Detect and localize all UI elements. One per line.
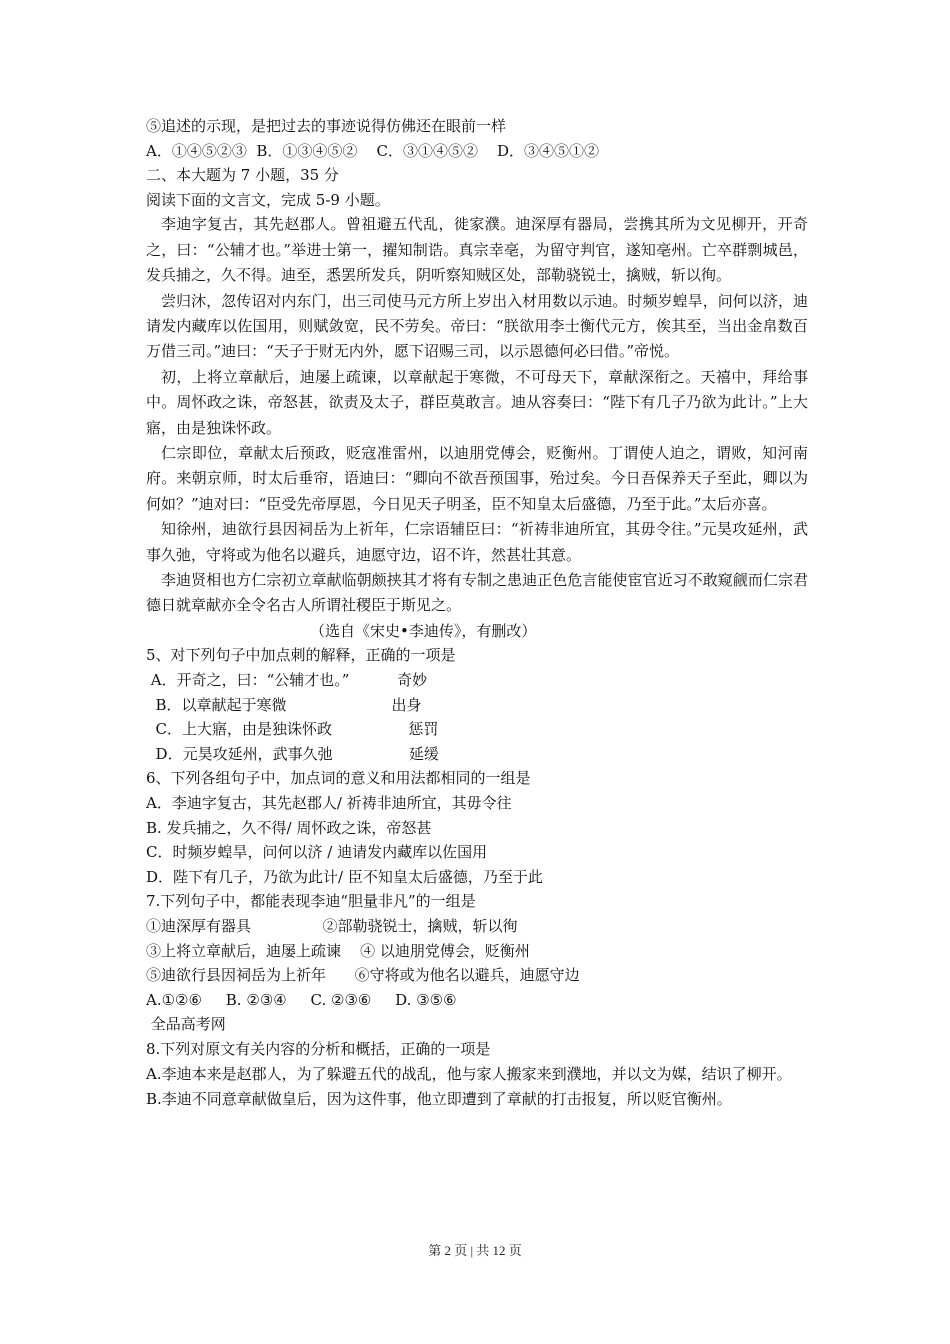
answer-options: A.①②⑥ B. ②③④ C. ②③⑥ D. ③⑤⑥ <box>146 990 457 1009</box>
page-footer <box>0 1240 950 1259</box>
passage-paragraph: 尝归沐，忽传诏对内东门，出三司使马元方所上岁出入材用数以示迪。时频岁蝗旱，问何以济，迪请发内藏库以佐国用，则赋敛宽，民不劳矣。帝曰：“朕欲用李士衡代元方，俟其至，当出金帛数百万借三司。”迪曰：“天子于财无内外，愿下诏赐三司，以示恩德何必曰借。”帝悦。 <box>146 291 808 361</box>
passage-source: （选自《宋史•李迪传》，有删改） <box>310 621 537 640</box>
question-option: B. 发兵捕之，久不得/ 周怀政之诛，帝怒甚 <box>146 818 432 837</box>
question-option <box>146 742 808 767</box>
question-6 <box>146 766 808 889</box>
spacer <box>287 693 392 718</box>
question-option: A.李迪本来是赵郡人，为了躲避五代的战乱，他与家人搬家来到濮地，并以文为媒，结识了柳开。 <box>146 1064 792 1083</box>
passage-paragraph: 初，上将立章献后，迪屡上疏谏，以章献起于寒微，不可母天下，章献深衔之。天禧中，拜给事中。周怀政之诛，帝怒甚，欲责及太子，群臣莫敢言。迪从容奏曰：“陛下有几子乃欲为此计。”上大寤，由是独诛怀政。 <box>146 367 808 437</box>
question-5 <box>146 643 808 766</box>
document-page <box>146 114 808 1112</box>
question-stem: 8.下列对原文有关内容的分析和概括，正确的一项是 <box>146 1039 491 1058</box>
reading-instruction: 阅读下面的文言文，完成 5-9 小题。 <box>146 190 390 209</box>
spacer <box>333 742 409 767</box>
option-gloss: 出身 <box>391 695 422 714</box>
classical-passage <box>146 212 808 619</box>
passage-paragraph: 李迪贤相也方仁宗初立章献临朝颇挟其才将有专制之患迪正色危言能使宦官近习不敢窥觎而仁宗君德日就章献亦全令名古人所谓社稷臣于斯见之。 <box>146 571 808 615</box>
passage-paragraph: 知徐州，迪欲行县因祠岳为上祈年，仁宗语辅臣曰：“祈祷非迪所宜，其毋令往。”元昊攻延州，武事久弛，守将或为他名以避兵，迪愿守边，诏不许，然甚壮其意。 <box>146 520 808 564</box>
question-option: D．陛下有几子，乃欲为此计/ 臣不知皇太后盛德，乃至于此 <box>146 867 543 886</box>
question-item-row: ①迪深厚有器具 ②部勒骁锐士，擒贼，斩以徇 <box>146 917 518 935</box>
question-option: C．时频岁蝗旱，问何以济 / 迪请发内藏库以佐国用 <box>146 843 488 862</box>
question-stem: 6、下列各组句子中，加点词的意义和用法都相同的一组是 <box>146 769 531 788</box>
question-8 <box>146 1037 808 1112</box>
option-text: B．以章献起于寒微 <box>146 695 287 714</box>
option-text: C．上大寤，由是独诛怀政 <box>146 720 333 739</box>
question-option: B.李迪不同意章献做皇后，因为这件事，他立即遭到了章献的打击报复，所以贬官衡州。 <box>146 1089 732 1108</box>
option-text: A．开奇之，曰：“公辅才也。” <box>146 671 350 690</box>
watermark-text: 全品高考网 <box>146 1015 226 1034</box>
previous-item-line: ⑤追述的示现，是把过去的事迹说得仿佛还在眼前一样 <box>146 117 507 135</box>
section-heading: 二、本大题为 7 小题，35 分 <box>146 166 339 185</box>
question-option <box>146 693 808 718</box>
question-option <box>146 668 808 693</box>
question-option <box>146 717 808 742</box>
question-stem: 7.下列句子中，都能表现李迪“胆量非凡”的一组是 <box>146 892 476 911</box>
question-option: A．李迪字复古，其先赵郡人/ 祈祷非迪所宜，其毋令往 <box>146 794 512 813</box>
question-stem: 5、对下列句子中加点刺的解释，正确的一项是 <box>146 646 456 665</box>
option-gloss: 延缓 <box>408 744 439 763</box>
option-gloss: 惩罚 <box>408 720 439 739</box>
spacer <box>349 668 397 693</box>
page-indicator: 第 2 页 | 共 12 页 <box>428 1243 522 1258</box>
passage-paragraph: 仁宗即位，章献太后预政，贬寇准雷州，以迪朋党傅会，贬衡州。丁谓使人迫之，谓败，知河南府。来朝京师，时太后垂帘，语迪曰：“卿向不欲吾预国事，殆过矣。今日吾保养天子至此，卿以为何如？”迪对曰：“臣受先帝厚恩，今日见天子明圣，臣不知皇太后盛德，乃至于此。”太后亦喜。 <box>146 444 808 513</box>
spacer <box>332 717 408 742</box>
question-item-row: ⑤迪欲行县因祠岳为上祈年 ⑥守将或为他名以避兵，迪愿守边 <box>146 966 580 985</box>
option-text: D．元昊攻延州，武事久弛 <box>146 744 333 763</box>
passage-paragraph: 李迪字复古，其先赵郡人。曾祖避五代乱，徙家濮。迪深厚有器局，尝携其所为文见柳开，开奇之，曰：“公辅才也。”举进士第一，擢知制诰。真宗幸亳，为留守判官，遂知亳州。亡卒群剽城邑，发兵捕之，久不得。迪至，悉罢所发兵，阴听察知贼区处，部勒骁锐士，擒贼，斩以徇。 <box>146 215 808 285</box>
option-gloss: 奇妙 <box>397 671 428 690</box>
previous-answer-options: A．①④⑤②③ B．①③④⑤② C．③①④⑤② D．③④⑤①② <box>146 141 600 160</box>
question-item-row: ③上将立章献后，迪屡上疏谏 ④ 以迪朋党傅会，贬衡州 <box>146 941 530 960</box>
question-7 <box>146 889 808 1012</box>
